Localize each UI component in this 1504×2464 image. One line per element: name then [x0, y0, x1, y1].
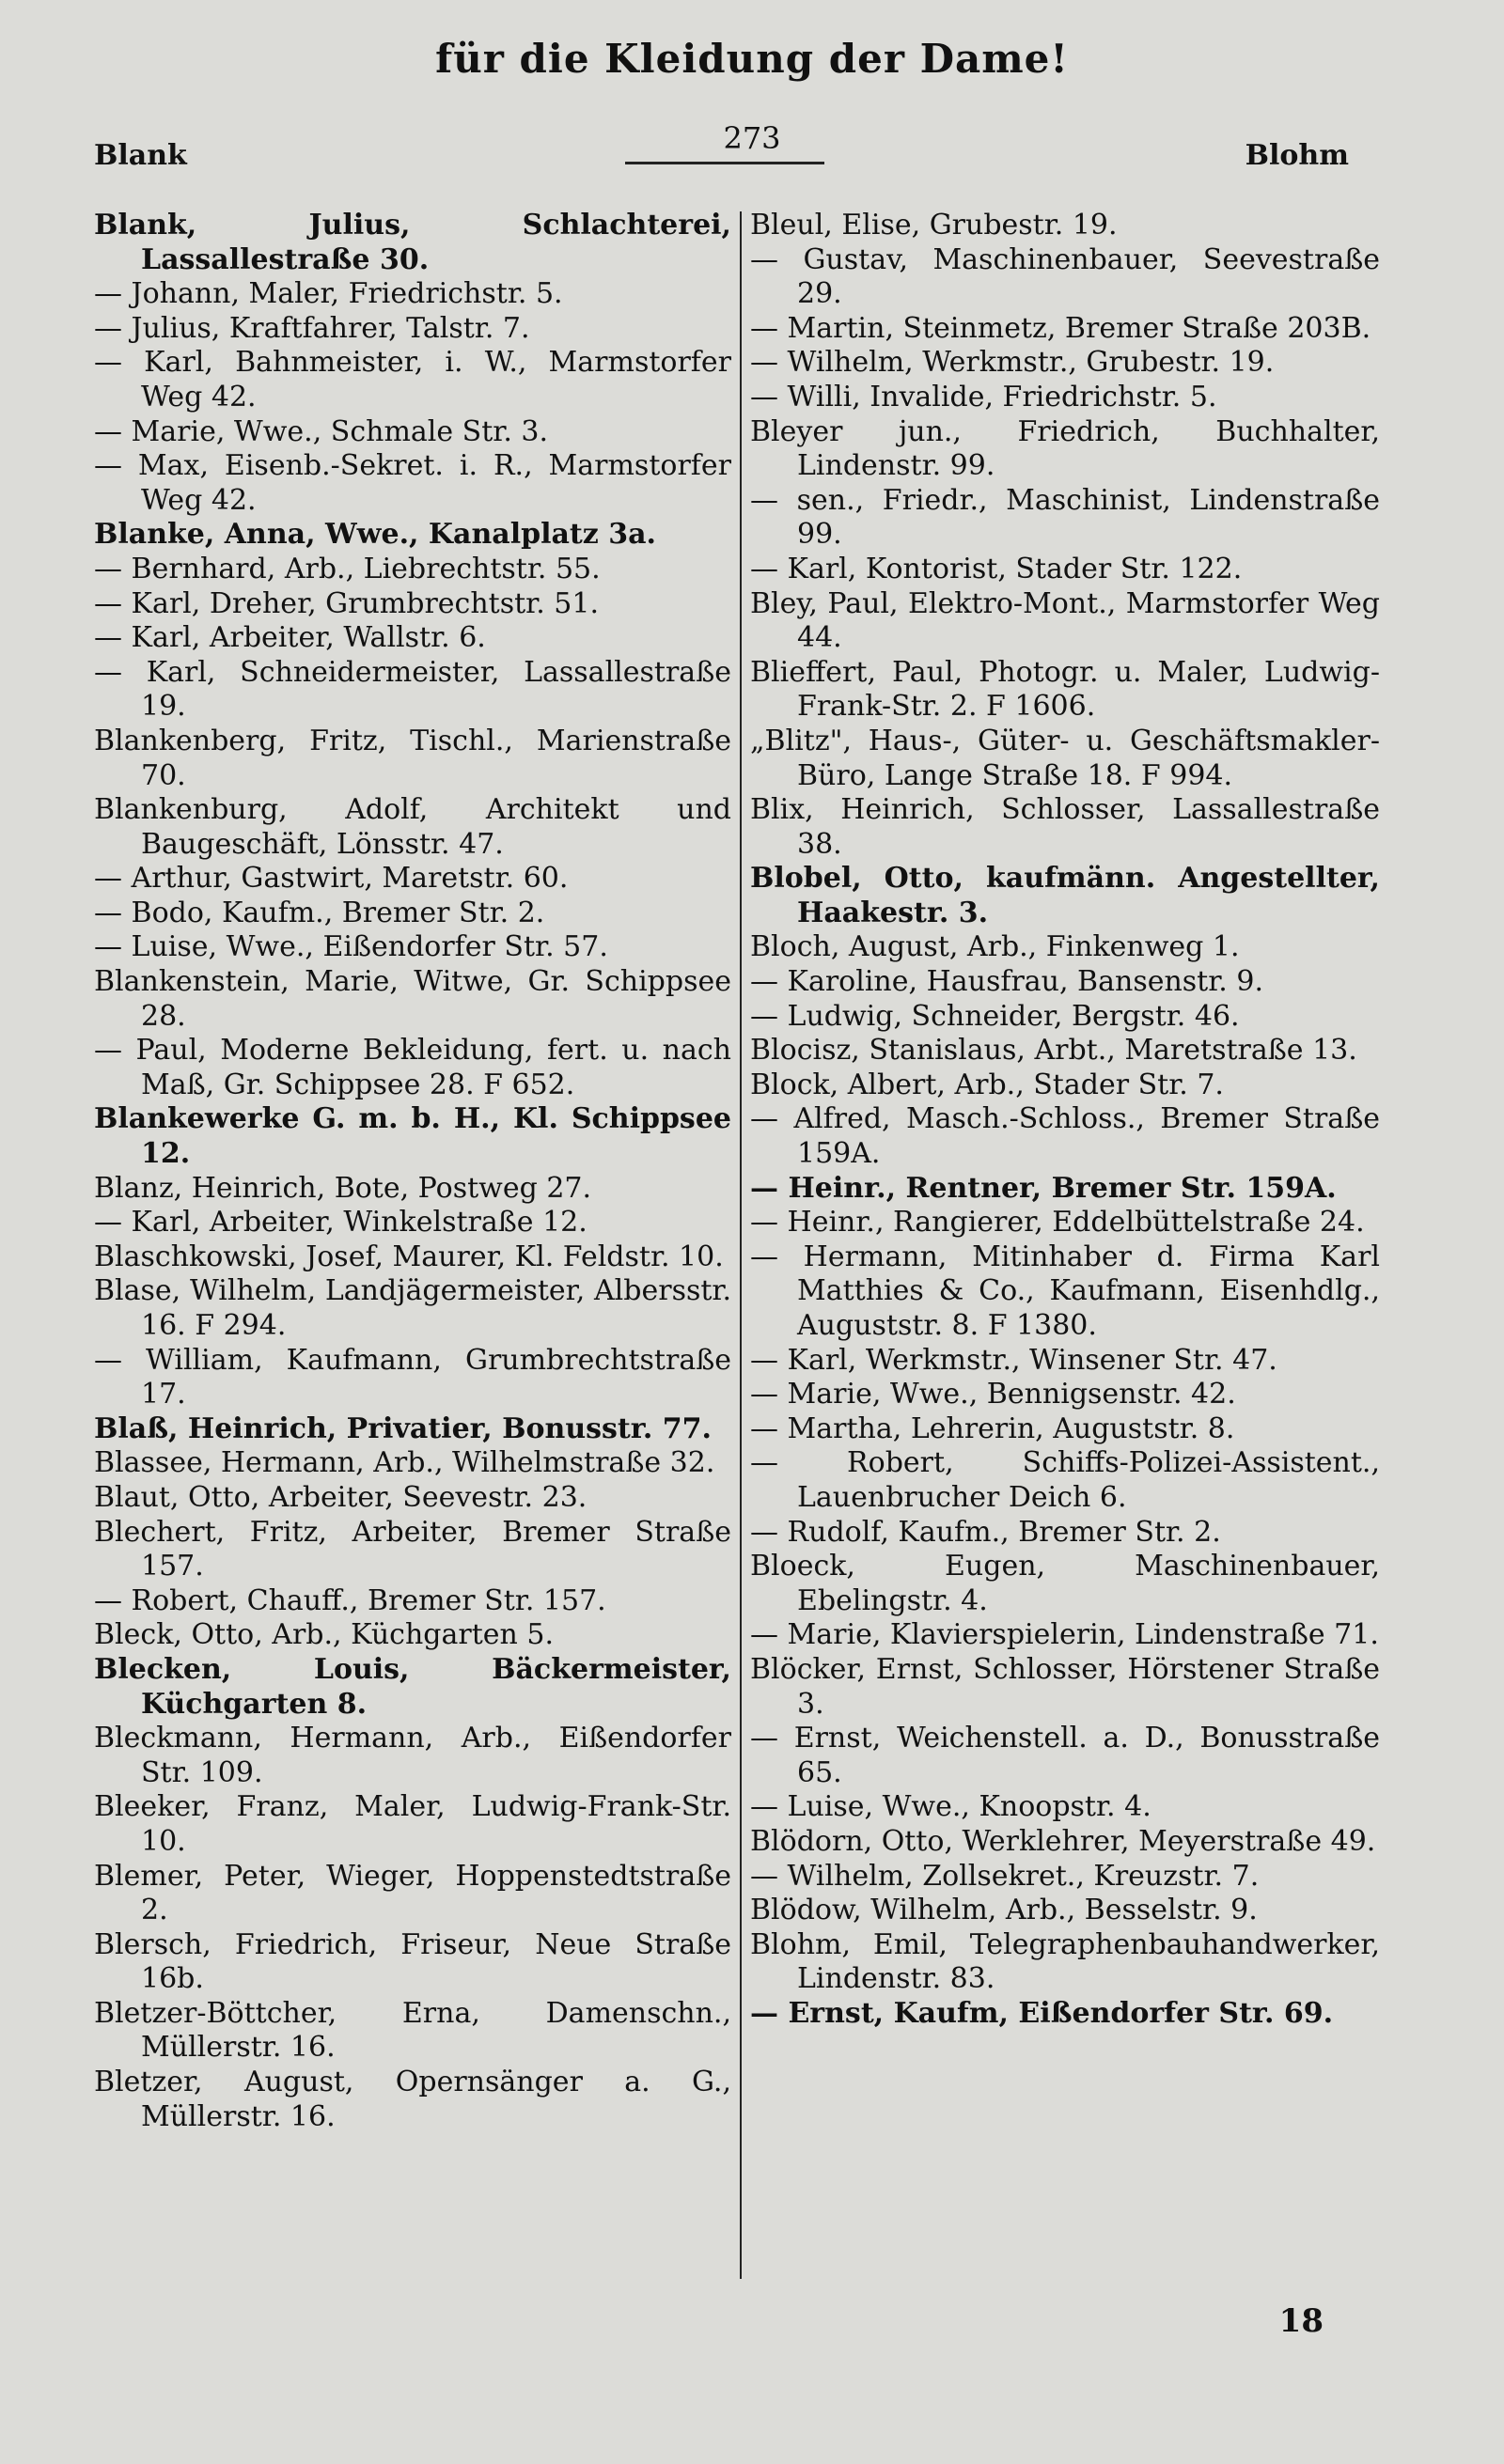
directory-entry: — Willi, Invalide, Friedrichstr. 5.	[750, 380, 1217, 413]
directory-entry: — Luise, Wwe., Eißendorfer Str. 57.	[94, 930, 608, 964]
directory-entry: — Karl, Arbeiter, Winkelstraße 12.	[94, 1206, 588, 1240]
directory-entry: Blechert, Fritz, Arbeiter, Bremer Straße 157.	[94, 1515, 731, 1583]
directory-entry: Blassee, Hermann, Arb., Wilhelmstraße 32.	[94, 1446, 715, 1480]
banner-slogan: für die Kleidung der Dame!	[435, 36, 1069, 82]
directory-entry: — William, Kaufmann, Grumbrechtstraße 17.	[94, 1343, 731, 1411]
directory-entry: — Karl, Kontorist, Stader Str. 122.	[750, 552, 1243, 585]
directory-entry: — Bernhard, Arb., Liebrechtstr. 55.	[94, 552, 601, 585]
directory-entry: — Martin, Steinmetz, Bremer Straße 203B.	[750, 311, 1371, 345]
directory-entry: — Karl, Dreher, Grumbrechtstr. 51.	[94, 586, 600, 620]
directory-entry: Blersch, Friedrich, Friseur, Neue Straße 16b.	[94, 1927, 731, 1996]
directory-entry: Blanz, Heinrich, Bote, Postweg 27.	[94, 1171, 592, 1205]
directory-entry: Blieffert, Paul, Photogr. u. Maler, Ludwig-Frank-Str. 2. F 1606.	[750, 655, 1380, 724]
directory-entry: — Gustav, Maschinenbauer, Seevestraße 29.	[750, 242, 1380, 311]
directory-entry: — Arthur, Gastwirt, Maretstr. 60.	[94, 862, 569, 896]
directory-entry: Bleul, Elise, Grubestr. 19.	[750, 209, 1118, 242]
directory-entry: Bletzer-Böttcher, Erna, Damenschn., Müllerstr. 16.	[94, 1996, 731, 2065]
directory-entry: Blöcker, Ernst, Schlosser, Hörstener Straße 3.	[750, 1652, 1380, 1721]
directory-entry: Bleckmann, Hermann, Arb., Eißendorfer Str. 109.	[94, 1722, 731, 1789]
directory-entry: — Marie, Klavierspielerin, Lindenstraße 71.	[750, 1618, 1379, 1652]
directory-entry: Blödorn, Otto, Werklehrer, Meyerstraße 49.	[750, 1824, 1376, 1858]
directory-entry: — Wilhelm, Werkmstr., Grubestr. 19.	[750, 346, 1275, 380]
directory-entry: — Martha, Lehrerin, Auguststr. 8.	[750, 1411, 1235, 1445]
directory-entry: — Luise, Wwe., Knoopstr. 4.	[750, 1790, 1152, 1824]
directory-entry: — Karl, Werkmstr., Winsener Str. 47.	[750, 1343, 1277, 1377]
directory-entry: — Rudolf, Kaufm., Bremer Str. 2.	[750, 1515, 1221, 1549]
directory-entry: Blankenburg, Adolf, Architekt und Baugeschäft, Lönsstr. 47.	[94, 793, 731, 861]
directory-entry: — Karl, Bahnmeister, i. W., Marmstorfer Weg 42.	[94, 346, 731, 413]
signature-mark: 18	[1278, 2302, 1324, 2340]
directory-entry: — Hermann, Mitinhaber d. Firma Karl Matthies & Co., Kaufmann, Eisenhdlg., Auguststr. 8. F 1380.	[750, 1240, 1380, 1342]
directory-entry: — Ernst, Weichenstell. a. D., Bonusstraße 65.	[750, 1722, 1380, 1789]
directory-entry: Blase, Wilhelm, Landjägermeister, Albersstr. 16. F 294.	[94, 1274, 731, 1342]
directory-entry: — Karl, Schneidermeister, Lassallestraße 19.	[94, 655, 731, 724]
directory-entry: — Johann, Maler, Friedrichstr. 5.	[94, 277, 563, 311]
directory-entry: — Heinr., Rentner, Bremer Str. 159A.	[750, 1171, 1337, 1205]
directory-entry: — Ernst, Kaufm, Eißendorfer Str. 69.	[750, 1996, 1334, 2030]
column-divider	[740, 211, 742, 2279]
directory-entry: — Wilhelm, Zollsekret., Kreuzstr. 7.	[750, 1859, 1260, 1893]
header-rule	[625, 162, 824, 164]
directory-entry: Blankenstein, Marie, Witwe, Gr. Schippsee 28.	[94, 965, 731, 1033]
directory-entry: Bloeck, Eugen, Maschinenbauer, Ebelingstr. 4.	[750, 1550, 1380, 1617]
directory-entry: — Marie, Wwe., Bennigsenstr. 42.	[750, 1378, 1236, 1411]
directory-entry: — Julius, Kraftfahrer, Talstr. 7.	[94, 311, 530, 345]
directory-entry: — Marie, Wwe., Schmale Str. 3.	[94, 414, 549, 448]
directory-entry: — Max, Eisenb.-Sekret. i. R., Marmstorfer Weg 42.	[94, 449, 731, 517]
left-column	[94, 209, 731, 2134]
directory-entry: Blankewerke G. m. b. H., Kl. Schippsee 12.	[94, 1102, 731, 1171]
right-column	[750, 209, 1380, 2031]
directory-entry: Bletzer, August, Opernsänger a. G., Müllerstr. 16.	[94, 2066, 731, 2133]
directory-entry: — Robert, Chauff., Bremer Str. 157.	[94, 1583, 606, 1617]
directory-entry: Blohm, Emil, Telegraphenbauhandwerker, Lindenstr. 83.	[750, 1927, 1380, 1996]
directory-entry: Blecken, Louis, Bäckermeister, Küchgarten 8.	[94, 1652, 731, 1721]
directory-entry: Bley, Paul, Elektro-Mont., Marmstorfer Weg 44.	[750, 586, 1380, 655]
directory-entry: Blobel, Otto, kaufmänn. Angestellter, Haakestr. 3.	[750, 862, 1380, 929]
directory-entry: Bleeker, Franz, Maler, Ludwig-Frank-Str. 10.	[94, 1790, 731, 1858]
directory-entry: — Ludwig, Schneider, Bergstr. 46.	[750, 999, 1240, 1033]
running-head-right: Blohm	[1245, 139, 1349, 172]
directory-entry: — Paul, Moderne Bekleidung, fert. u. nach Maß, Gr. Schippsee 28. F 652.	[94, 1034, 731, 1101]
directory-entry: — Alfred, Masch.-Schloss., Bremer Straße 159A.	[750, 1102, 1380, 1171]
directory-entry: Blankenberg, Fritz, Tischl., Marienstraße 70.	[94, 724, 731, 792]
directory-entry: Blanke, Anna, Wwe., Kanalplatz 3a.	[94, 518, 656, 552]
directory-entry: — Karl, Arbeiter, Wallstr. 6.	[94, 621, 486, 655]
directory-entry: Blaut, Otto, Arbeiter, Seevestr. 23.	[94, 1480, 588, 1514]
page-number: 273	[723, 120, 781, 156]
directory-entry: Blaß, Heinrich, Privatier, Bonusstr. 77.	[94, 1411, 712, 1445]
directory-entry: — Robert, Schiffs-Polizei-Assistent., Lauenbrucher Deich 6.	[750, 1446, 1380, 1514]
directory-entry: „Blitz", Haus-, Güter- u. Geschäftsmakler-Büro, Lange Straße 18. F 994.	[750, 724, 1380, 792]
directory-entry: — sen., Friedr., Maschinist, Lindenstraße 99.	[750, 483, 1380, 552]
directory-entry: Blix, Heinrich, Schlosser, Lassallestraße 38.	[750, 793, 1380, 861]
running-head-left: Blank	[94, 139, 187, 172]
directory-entry: Blemer, Peter, Wieger, Hoppenstedtstraße 2.	[94, 1859, 731, 1927]
directory-entry: Bleyer jun., Friedrich, Buchhalter, Lindenstr. 99.	[750, 414, 1380, 483]
directory-entry: Bloch, August, Arb., Finkenweg 1.	[750, 930, 1240, 964]
directory-entry: — Karoline, Hausfrau, Bansenstr. 9.	[750, 965, 1263, 999]
directory-entry: — Bodo, Kaufm., Bremer Str. 2.	[94, 896, 545, 929]
directory-entry: Bleck, Otto, Arb., Küchgarten 5.	[94, 1618, 555, 1652]
directory-entry: Blank, Julius, Schlachterei, Lassallestraße 30.	[94, 209, 731, 276]
directory-entry: Blödow, Wilhelm, Arb., Besselstr. 9.	[750, 1894, 1258, 1927]
directory-entry: — Heinr., Rangierer, Eddelbüttelstraße 24.	[750, 1206, 1365, 1240]
directory-entry: Blocisz, Stanislaus, Arbt., Maretstraße 13.	[750, 1034, 1357, 1068]
directory-entry: Blaschkowski, Josef, Maurer, Kl. Feldstr. 10.	[94, 1240, 724, 1273]
directory-entry: Block, Albert, Arb., Stader Str. 7.	[750, 1068, 1224, 1101]
